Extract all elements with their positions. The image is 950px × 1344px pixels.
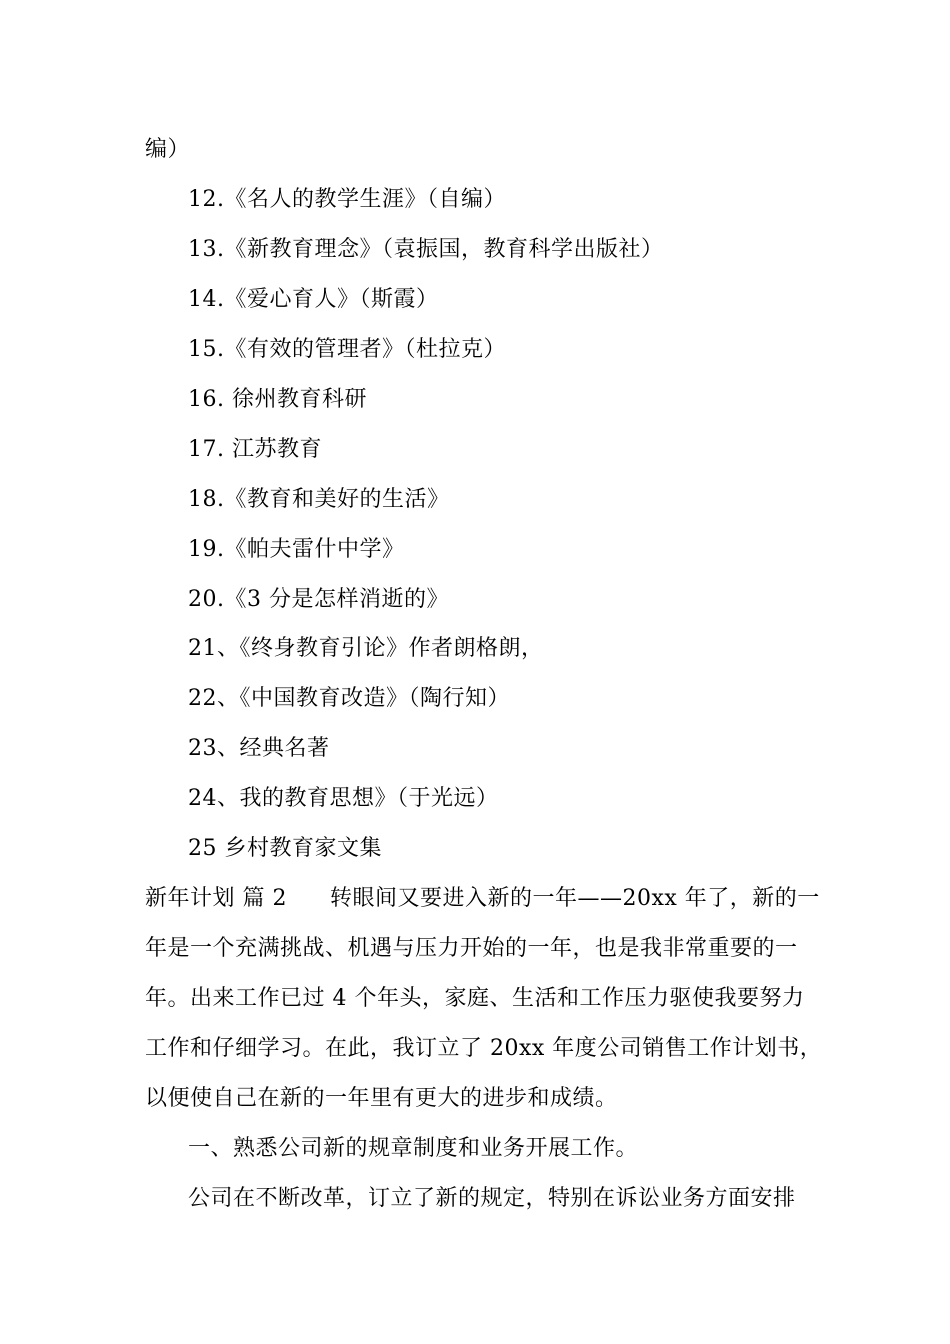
paragraph-line: 以便使自己在新的一年里有更大的进步和成绩。 <box>145 1086 618 1111</box>
list-item: 22、《中国教育改造》（陶行知） <box>188 686 510 711</box>
list-item: 21、《终身教育引论》作者朗格朗， <box>188 636 544 661</box>
section-title: 新年计划 篇 2 <box>145 886 287 911</box>
list-item: 24、我的教育思想》（于光远） <box>188 786 499 811</box>
list-item: 16. 徐州教育科研 <box>188 387 367 412</box>
continuation-text: 编） <box>145 137 191 162</box>
list-item: 25 乡村教育家文集 <box>188 836 382 861</box>
paragraph-line: 工作和仔细学习。在此，我订立了 20xx 年度公司销售工作计划书， <box>145 1036 823 1061</box>
list-item: 13.《新教育理念》（袁振国，教育科学出版社） <box>188 237 664 262</box>
paragraph-line: 年是一个充满挑战、机遇与压力开始的一年，也是我非常重要的一 <box>145 936 798 961</box>
list-item: 20.《3 分是怎样消逝的》 <box>188 587 449 612</box>
heading-one: 一、熟悉公司新的规章制度和业务开展工作。 <box>188 1136 639 1161</box>
list-item: 19.《帕夫雷什中学》 <box>188 537 405 562</box>
list-item: 15.《有效的管理者》（杜拉克） <box>188 337 506 362</box>
list-item: 18.《教育和美好的生活》 <box>188 487 450 512</box>
list-item: 23、经典名著 <box>188 736 330 761</box>
paragraph-line: 转眼间又要进入新的一年——20xx 年了，新的一 <box>330 886 820 911</box>
paragraph-line: 年。出来工作已过 4 个年头，家庭、生活和工作压力驱使我要努力 <box>145 986 805 1011</box>
list-item: 14.《爱心育人》（斯霞） <box>188 287 439 312</box>
paragraph-line: 公司在不断改革，订立了新的规定，特别在诉讼业务方面安排 <box>188 1186 796 1211</box>
list-item: 12.《名人的教学生涯》（自编） <box>188 187 506 212</box>
list-item: 17. 江苏教育 <box>188 437 322 462</box>
